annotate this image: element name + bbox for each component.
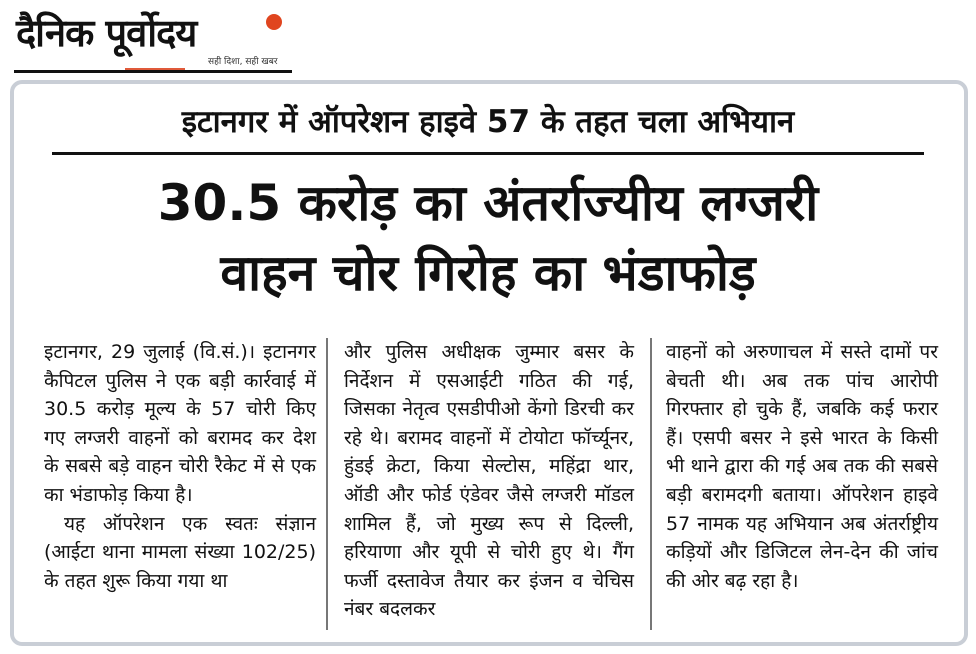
column-divider-2: [650, 338, 652, 630]
column-3-paragraph: वाहनों को अरुणाचल में सस्ते दामों पर बेचती थी। अब तक पांच आरोपी गिरफ्तार हो चुके हैं, जबकि कई फरार हैं। एसपी बसर ने इसे भारत के किसी भी थाने द्वारा की गई अब तक की सबसे बड़ी बरामदगी बताया। ऑपरेशन हाइवे 57 नामक यह अभियान अब अंतर्राष्ट्रीय कड़ियों और डिजिटल लेन-देन की जांच की ओर बढ़ रहा है।: [666, 341, 938, 592]
newspaper-logo: दैनिक पूर्वोदय: [16, 11, 197, 55]
column-1-paragraph-2: यह ऑपरेशन एक स्वतः संज्ञान (आईटा थाना मामला संख्या 102/25) के तहत शुरू किया गया था: [44, 512, 316, 592]
article-column-1: [44, 338, 316, 595]
newspaper-tagline: सही दिशा, सही खबर: [208, 57, 278, 67]
logo-dot-icon: [266, 14, 282, 30]
masthead-rule: [14, 70, 292, 73]
article-kicker: इटानगर में ऑपरेशन हाइवे 57 के तहत चला अभियान: [181, 104, 795, 140]
headline-line-1: 30.5 करोड़ का अंतर्राज्यीय लग्जरी: [157, 174, 819, 232]
column-divider-1: [326, 338, 328, 630]
kicker-divider: [52, 152, 924, 155]
column-2-paragraph: और पुलिस अधीक्षक जुम्मार बसर के निर्देशन में एसआईटी गठित की गई, जिसका नेतृत्व एसडीपीओ केंगो डिरची कर रहे थे। बरामद वाहनों में टोयोटा फॉर्च्यूनर, हुंडई क्रेटा, किया सेल्टोस, महिंद्रा थार, ऑडी और फोर्ड एंडेवर जैसे लग्जरी मॉडल शामिल हैं, जो मुख्य रूप से दिल्ली, हरियाणा और यूपी से चोरी हुए थे। गैंग फर्जी दस्तावेज तैयार कर इंजन व चेचिस नंबर बदलकर: [344, 341, 634, 621]
article-headline: [30, 168, 946, 308]
masthead: [10, 4, 300, 74]
column-1-paragraph-1: इटानगर, 29 जुलाई (वि.सं.)। इटानगर कैपिटल पुलिस ने एक बड़ी कार्रवाई में 30.5 करोड़ मूल्य के 57 चोरी किए गए लग्जरी वाहनों को बरामद कर देश के सबसे बड़े वाहन चोरी रैकेट में से एक का भंडाफोड़ किया है।: [44, 341, 316, 506]
headline-line-2: वाहन चोर गिरोह का भंडाफोड़: [220, 244, 756, 302]
article-column-3: [666, 338, 938, 595]
article-column-2: [344, 338, 634, 624]
